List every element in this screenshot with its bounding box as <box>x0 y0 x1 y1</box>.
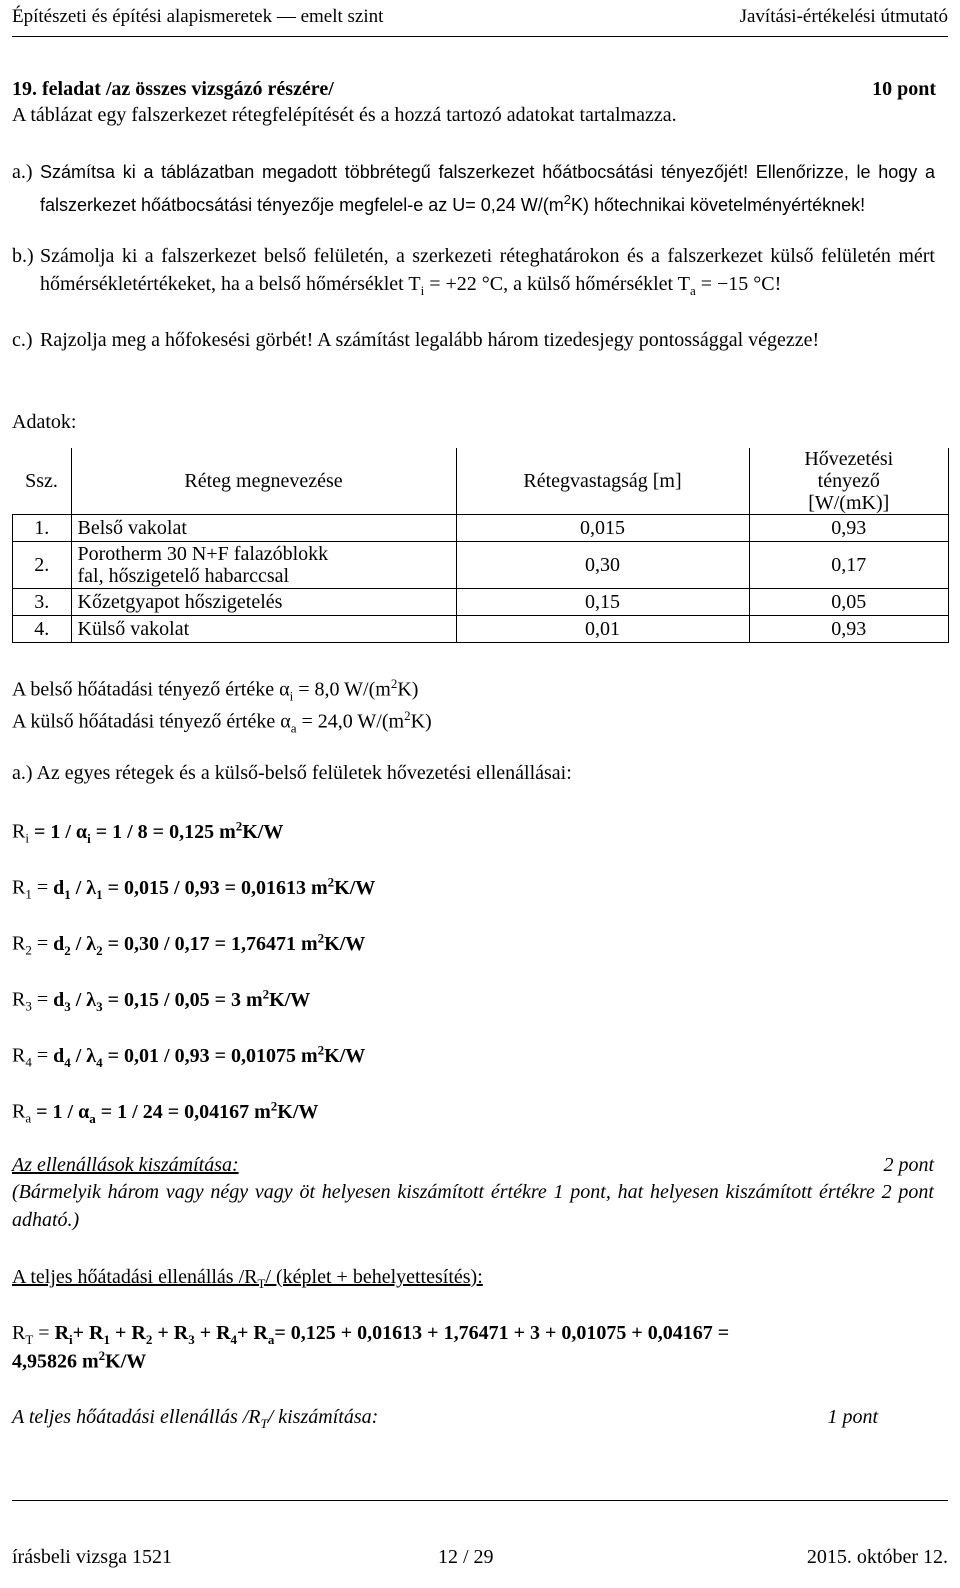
cell-conductivity: 0,05 <box>749 589 949 616</box>
task-b-text-1: Számolja ki a falszerkezet belső felületén, a szerkezeti réteghatárokon és a falszerkezet külső felületén mért hőmérsékletértékeket, ha a belső hőmérséklet T <box>40 245 935 295</box>
task-title: 19. feladat /az összes vizsgázó részére/ <box>12 78 334 100</box>
col-header-no: Ssz. <box>13 448 72 515</box>
formula-ra: $R_a = 1 / \alpha_a = 1 / 24 = 0,04167$ $m^2K/W$ <box>12 1098 319 1126</box>
formula-r1: $R_1 = d_1 / \lambda_1 = 0,015 / 0,93 = 0,01613$ $m^2K/W$ <box>12 874 376 902</box>
cell-no: 2. <box>13 542 72 589</box>
outer-coefficient: A külső hőátadási tényező értéke $\alpha_a = 24,0$ $W/(m^2K)$ <box>12 708 432 736</box>
footer-right: 2015. október 12. <box>806 1546 948 1568</box>
cell-thickness: 0,01 <box>456 616 749 643</box>
header-right: Javítási-értékelési útmutató <box>739 6 948 27</box>
cell-no: 3. <box>13 589 72 616</box>
scoring-1-label: Az ellenállások kiszámítása: <box>12 1154 239 1176</box>
cell-name: Porotherm 30 N+F falazóblokk fal, hőszigetelő habarccsal <box>71 542 456 589</box>
task-b-label: b.) <box>12 245 34 267</box>
formula-r2: $R_2 = d_2 / \lambda_2 = 0,30 / 0,17 = 1,76471$ $m^2K/W$ <box>12 930 366 958</box>
task-points: 10 pont <box>872 78 936 100</box>
header-left: Építészeti és építési alapismeretek — emelt szint <box>12 6 384 27</box>
solution-a-heading: a.) Az egyes rétegek és a külső-belső felületek hővezetési ellenállásai: <box>12 762 572 784</box>
footer-center: 12 / 29 <box>438 1546 494 1568</box>
col-header-conductivity: Hővezetési tényező [W/(mK)] <box>749 448 949 515</box>
formula-r4: $R_4 = d_4 / \lambda_4 = 0,01 / 0,93 = 0,01075$ $m^2K/W$ <box>12 1042 366 1070</box>
cell-no: 4. <box>13 616 72 643</box>
scoring-1-note: (Bármelyik három vagy négy vagy öt helyesen kiszámított értékre 1 pont, hat helyesen kiszámított értékre 2 pont adható.) <box>12 1181 934 1231</box>
cell-thickness: 0,15 <box>456 589 749 616</box>
cell-thickness: 0,015 <box>456 515 749 542</box>
scoring-2-label: A teljes hőátadási ellenállás $/R_T/$ kiszámítása: <box>12 1406 379 1431</box>
table-row <box>13 542 949 589</box>
cell-no: 1. <box>13 515 72 542</box>
cell-conductivity: 0,17 <box>749 542 949 589</box>
table-header-row <box>13 448 949 515</box>
task-c <box>12 326 935 354</box>
task-b-text-3: = −15 °C! <box>695 273 782 295</box>
total-formula: $R_T = R_i+ R_1 + R_2 + R_3 + R_4+ R_a= 0,125 + 0,01613 + 1,76471 + 3 + 0,01075 + 0,04167$ = <box>12 1322 730 1347</box>
cell-conductivity: 0,93 <box>749 515 949 542</box>
cell-name: Külső vakolat <box>71 616 456 643</box>
cell-name: Kőzetgyapot hőszigetelés <box>71 589 456 616</box>
cell-thickness: 0,30 <box>456 542 749 589</box>
task-b-text-2: = +22 °C, a külső hőmérséklet T <box>424 273 690 295</box>
header-rule <box>12 36 948 37</box>
col-header-thickness: Rétegvastagság [m] <box>456 448 749 515</box>
scoring-1-points: 2 pont <box>883 1154 934 1176</box>
formula-r3: $R_3 = d_3 / \lambda_3 = 0,15 / 0,05 = 3$ $m^2K/W$ <box>12 986 311 1014</box>
scoring-2-points: 1 pont <box>827 1406 878 1428</box>
task-intro: A táblázat egy falszerkezet rétegfelépítését és a hozzá tartozó adatokat tartalmazza. <box>12 104 677 126</box>
task-c-label: c.) <box>12 329 33 351</box>
task-a-label: a.) <box>12 161 33 183</box>
footer-rule <box>12 1500 948 1501</box>
total-heading: A teljes hőátadási ellenállás $/R_T/$ (képlet + behelyettesítés): <box>12 1266 483 1291</box>
inner-coefficient: A belső hőátadási tényező értéke $\alpha_i = 8,0$ $W/(m^2K)$ <box>12 676 419 704</box>
table-row <box>13 589 949 616</box>
cell-name: Belső vakolat <box>71 515 456 542</box>
table-row <box>13 515 949 542</box>
cell-conductivity: 0,93 <box>749 616 949 643</box>
task-a: a.) Számítsa ki a táblázatban megadott többrétegű falszerkezet hőátbocsátási tényezőjét! Ellenőrizze, le hogy a falszerkezet hőátbocsátási tényezője megfelel-e az U= 0,24 $W/(m^2K)$ hőtechnikai követelményértéknek! <box>12 158 935 219</box>
task-a-text-2: K) hőtechnikai követelményértéknek! <box>570 195 866 215</box>
total-result: 4,95826 $m^2K/W$ <box>12 1348 147 1373</box>
table-row <box>13 616 949 643</box>
footer-left: írásbeli vizsga 1521 <box>12 1546 172 1568</box>
formula-ri: $R_i = 1 / \alpha_i = 1 / 8 = 0,125$ $m^2K/W$ <box>12 818 284 846</box>
task-b: b.) Számolja ki a falszerkezet belső felületén, a szerkezeti réteghatárokon és a falszerkezet külső felületén mért hőmérsékletértékeket, ha a belső hőmérséklet $T_i = +22$ °C, a külső hőmérséklet $T_a = -15$ °C! <box>12 242 935 305</box>
task-c-text: Rajzolja meg a hőfokesési görbét! A számítást legalább három tizedesjegy pontossággal végezze! <box>40 329 820 351</box>
data-label: Adatok: <box>12 411 77 433</box>
layer-table <box>12 448 949 643</box>
task-a-text-1: Számítsa ki a táblázatban megadott többrétegű falszerkezet hőátbocsátási tényezőjét! Ellenőrizze, le hogy a falszerkezet hőátbocsátási tényezője megfelel-e az U= 0,24 W/(m <box>40 162 935 215</box>
col-header-name: Réteg megnevezése <box>71 448 456 515</box>
